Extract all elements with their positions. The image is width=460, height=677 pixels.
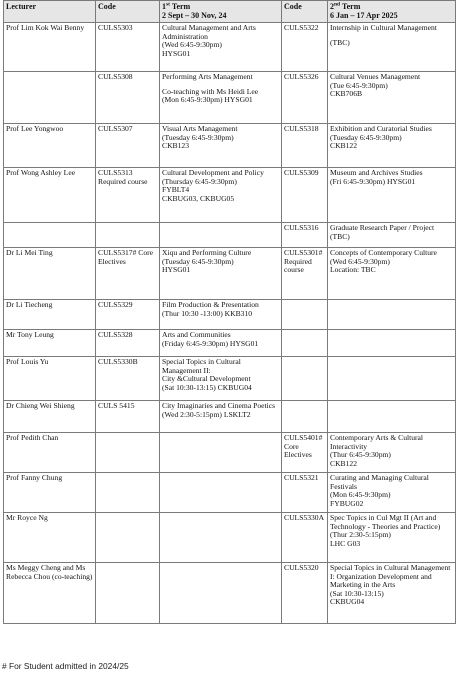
term1-course-cell: [160, 473, 282, 513]
table-row: [4, 223, 456, 248]
lecturer-cell: Prof Lim Kok Wai Benny: [4, 23, 96, 72]
term2-code-cell: CULS5401# Core Electives: [282, 433, 328, 473]
term1-course-cell-line: (Friday 6:45-9:30pm) HYSG01: [162, 338, 259, 348]
term2-course-cell-line: Contemporary Arts & Cultural Interactivity: [330, 433, 424, 451]
term2-course-cell-line: Museum and Archives Studies: [330, 168, 423, 177]
term1-course-cell: [160, 248, 282, 300]
header-code-term1: Code: [96, 1, 160, 23]
table-row: [4, 357, 456, 401]
term1-course-cell: [160, 513, 282, 563]
term1-course-cell-line: CKB123: [162, 141, 190, 151]
term1-code-cell: [96, 563, 160, 624]
term2-course-cell-line: (Mon 6:45-9:30pm): [330, 490, 391, 500]
header-code-term2: Code: [282, 1, 328, 23]
term1-course-cell: [160, 433, 282, 473]
term1-course-cell: [160, 72, 282, 124]
term1-code-cell: CULS5317# Core Electives: [96, 248, 160, 300]
term2-code-cell: CULS5326: [282, 72, 328, 124]
term2-course-cell: [328, 473, 456, 513]
term1-course-cell: [160, 330, 282, 357]
term1-course-cell-line: (Thur 10:30 -13:00) KKB310: [162, 308, 253, 318]
term2-code-cell: CULS5301# Required course: [282, 248, 328, 300]
term1-code-cell: CULS5329: [96, 300, 160, 330]
term2-course-cell-line: (Thur 6:45-9:30pm): [330, 450, 391, 460]
lecturer-cell: [4, 72, 96, 124]
term1-course-cell-line: City Imaginaries and Cinema Poetics: [162, 401, 276, 410]
term2-code-cell: CULS5318: [282, 124, 328, 168]
term2-code-cell: [282, 357, 328, 401]
term1-course-cell: [160, 401, 282, 433]
term2-course-cell-line: Cultural Venues Management: [330, 72, 421, 81]
term2-course-cell-line: Graduate Research Paper / Project: [330, 223, 435, 232]
term1-course-cell-line: HYSG01: [162, 48, 191, 58]
schedule-sheet: [3, 0, 456, 624]
term1-course-cell-line: Performing Arts Management: [162, 72, 253, 81]
term2-course-cell-line: Special Topics in Cultural Management I: Organization Development and Marketing in the Arts: [330, 563, 451, 590]
course-schedule-table: [3, 0, 456, 624]
table-row: [4, 330, 456, 357]
term1-course-cell-line: Cultural Development and Policy: [162, 168, 264, 177]
term2-course-cell: [328, 248, 456, 300]
term2-course-cell-line: LHC G03: [330, 538, 361, 548]
table-row: [4, 72, 456, 124]
lecturer-cell: Dr Li Mei Ting: [4, 248, 96, 300]
term1-code-cell: [96, 223, 160, 248]
table-row: [4, 563, 456, 624]
table-row: [4, 300, 456, 330]
term2-course-cell: [328, 401, 456, 433]
lecturer-cell: Prof Wong Ashley Lee: [4, 168, 96, 223]
lecturer-cell: Prof Pedith Chan: [4, 433, 96, 473]
term1-course-cell: [160, 23, 282, 72]
term2-course-cell: [328, 330, 456, 357]
term1-course-cell-line: Arts and Communities: [162, 330, 231, 339]
term2-code-cell: [282, 330, 328, 357]
term2-course-cell-line: (Fri 6:45-9:30pm) HYSG01: [330, 176, 416, 186]
term1-title: Term: [171, 2, 191, 11]
term2-code-cell: CULS5322: [282, 23, 328, 72]
table-row: [4, 248, 456, 300]
term1-course-cell: [160, 168, 282, 223]
lecturer-cell: Mr Royce Ng: [4, 513, 96, 563]
term1-course-cell-line: CKBUG03, CKBUG05: [162, 193, 235, 203]
term2-course-cell-line: CKB706B: [330, 89, 363, 99]
term1-course-cell: [160, 357, 282, 401]
term1-course-cell: [160, 124, 282, 168]
term2-course-cell-line: CKB122: [330, 458, 358, 468]
term1-dates: 2 Sept – 30 Nov, 24: [162, 11, 227, 20]
term2-course-cell-line: (TBC): [330, 37, 350, 47]
header-lecturer: Lecturer: [4, 1, 96, 23]
term1-code-cell: CULS5330B: [96, 357, 160, 401]
header-term1: [160, 1, 282, 23]
term2-dates: 6 Jan – 17 Apr 2025: [330, 11, 398, 20]
term1-sup: st: [166, 1, 170, 8]
term1-course-cell-line: HYSG01: [162, 265, 191, 275]
lecturer-cell: [4, 223, 96, 248]
term2-course-cell-line: Internship in Cultural Management: [330, 23, 437, 32]
term1-code-cell: [96, 513, 160, 563]
lecturer-cell: Prof Fanny Chung: [4, 473, 96, 513]
term2-course-cell-line: FYBUG02: [330, 498, 364, 508]
term1-course-cell-line: (Tuesday 6:45-9:30pm): [162, 256, 234, 266]
term1-course-cell: [160, 223, 282, 248]
term1-course-cell: [160, 563, 282, 624]
lecturer-cell: Prof Louis Yu: [4, 357, 96, 401]
term2-code-cell: CULS5330A: [282, 513, 328, 563]
term1-code-cell: [96, 473, 160, 513]
term2-code-cell: [282, 401, 328, 433]
table-row: [4, 23, 456, 72]
lecturer-cell: Dr Chieng Wei Shieng: [4, 401, 96, 433]
term2-course-cell-line: Spec Topics in Cul Mgt II (Art and Technology - Theories and Practice): [330, 513, 441, 531]
term2-code-cell: CULS5321: [282, 473, 328, 513]
term1-course-cell-line: Special Topics in Cultural Management II:: [162, 357, 241, 375]
term2-course-cell: [328, 433, 456, 473]
term1-course-cell-line: (Wed 2:30-5:15pm) LSKLT2: [162, 409, 251, 419]
term2-number: 2: [330, 2, 334, 11]
term1-code-cell: CULS5313 Required course: [96, 168, 160, 223]
term2-course-cell-line: (Thur 2:30-5:15pm): [330, 530, 391, 540]
term1-number: 1: [162, 2, 166, 11]
term1-course-cell-line: Visual Arts Management: [162, 124, 238, 133]
table-row: [4, 168, 456, 223]
table-row: [4, 473, 456, 513]
schedule-body: [4, 23, 456, 624]
term2-course-cell-line: CKB122: [330, 141, 358, 151]
table-row: [4, 433, 456, 473]
footnote: # For Student admitted in 2024/25: [2, 661, 129, 671]
term2-code-cell: CULS5316: [282, 223, 328, 248]
table-row: [4, 401, 456, 433]
term2-course-cell: [328, 124, 456, 168]
term1-course-cell: [160, 300, 282, 330]
term2-course-cell-line: Exhibition and Curatorial Studies: [330, 124, 432, 133]
term2-course-cell-line: (TBC): [330, 231, 350, 241]
term1-course-cell-line: Film Production & Presentation: [162, 300, 259, 309]
term2-course-cell-line: (Sat 10:30-13:15): [330, 588, 384, 598]
term2-course-cell: [328, 23, 456, 72]
term1-code-cell: CULS 5415: [96, 401, 160, 433]
lecturer-cell: Dr Li Tiecheng: [4, 300, 96, 330]
term2-course-cell-line: (Wed 6:45-9:30pm): [330, 256, 390, 266]
term1-course-cell-line: Xiqu and Performing Culture: [162, 248, 252, 257]
term1-course-cell-line: (Tuesday 6:45-9:30pm): [162, 132, 234, 142]
term2-code-cell: CULS5309: [282, 168, 328, 223]
term2-course-cell: [328, 72, 456, 124]
term1-course-cell-line: City &Cultural Development: [162, 374, 251, 384]
term2-course-cell: [328, 357, 456, 401]
term1-code-cell: CULS5308: [96, 72, 160, 124]
term2-title: Term: [341, 2, 361, 11]
lecturer-cell: Ms Meggy Cheng and Ms Rebecca Chou (co-teaching): [4, 563, 96, 624]
term2-course-cell: [328, 563, 456, 624]
term1-course-cell-line: (Wed 6:45-9:30pm): [162, 40, 222, 50]
term1-course-cell-line: Cultural Management and Arts Administration: [162, 23, 256, 41]
term1-code-cell: CULS5303: [96, 23, 160, 72]
term2-course-cell: [328, 168, 456, 223]
header-term2: [328, 1, 456, 23]
term2-course-cell-line: Location: TBC: [330, 265, 376, 275]
term1-code-cell: CULS5328: [96, 330, 160, 357]
term2-course-cell: [328, 300, 456, 330]
lecturer-cell: Prof Lee Yongwoo: [4, 124, 96, 168]
term1-code-cell: [96, 433, 160, 473]
term2-course-cell-line: (Tue 6:45-9:30pm): [330, 80, 388, 90]
term2-course-cell-line: CKBUG04: [330, 597, 365, 607]
term2-course-cell: [328, 513, 456, 563]
term2-course-cell-line: Curating and Managing Cultural Festivals: [330, 473, 429, 491]
term2-course-cell: [328, 223, 456, 248]
term2-code-cell: [282, 300, 328, 330]
term1-course-cell-line: FYBLT4: [162, 185, 190, 195]
term1-course-cell-line: (Sat 10:30-13:15) CKBUG04: [162, 382, 252, 392]
term2-code-cell: CULS5320: [282, 563, 328, 624]
term2-course-cell-line: (Tuesday 6:45-9:30pm): [330, 132, 402, 142]
table-row: [4, 513, 456, 563]
header-row: [4, 1, 456, 23]
term1-course-cell-line: (Thursday 6:45-9:30pm): [162, 176, 237, 186]
term1-course-cell-line: (Mon 6:45-9:30pm) HYSG01: [162, 95, 253, 105]
term1-course-cell-line: Co-teaching with Ms Heidi Lee: [162, 86, 259, 96]
lecturer-cell: Mr Tony Leung: [4, 330, 96, 357]
term2-course-cell-line: Concepts of Contemporary Culture: [330, 248, 437, 257]
term1-code-cell: CULS5307: [96, 124, 160, 168]
table-row: [4, 124, 456, 168]
term2-sup: nd: [334, 1, 341, 8]
